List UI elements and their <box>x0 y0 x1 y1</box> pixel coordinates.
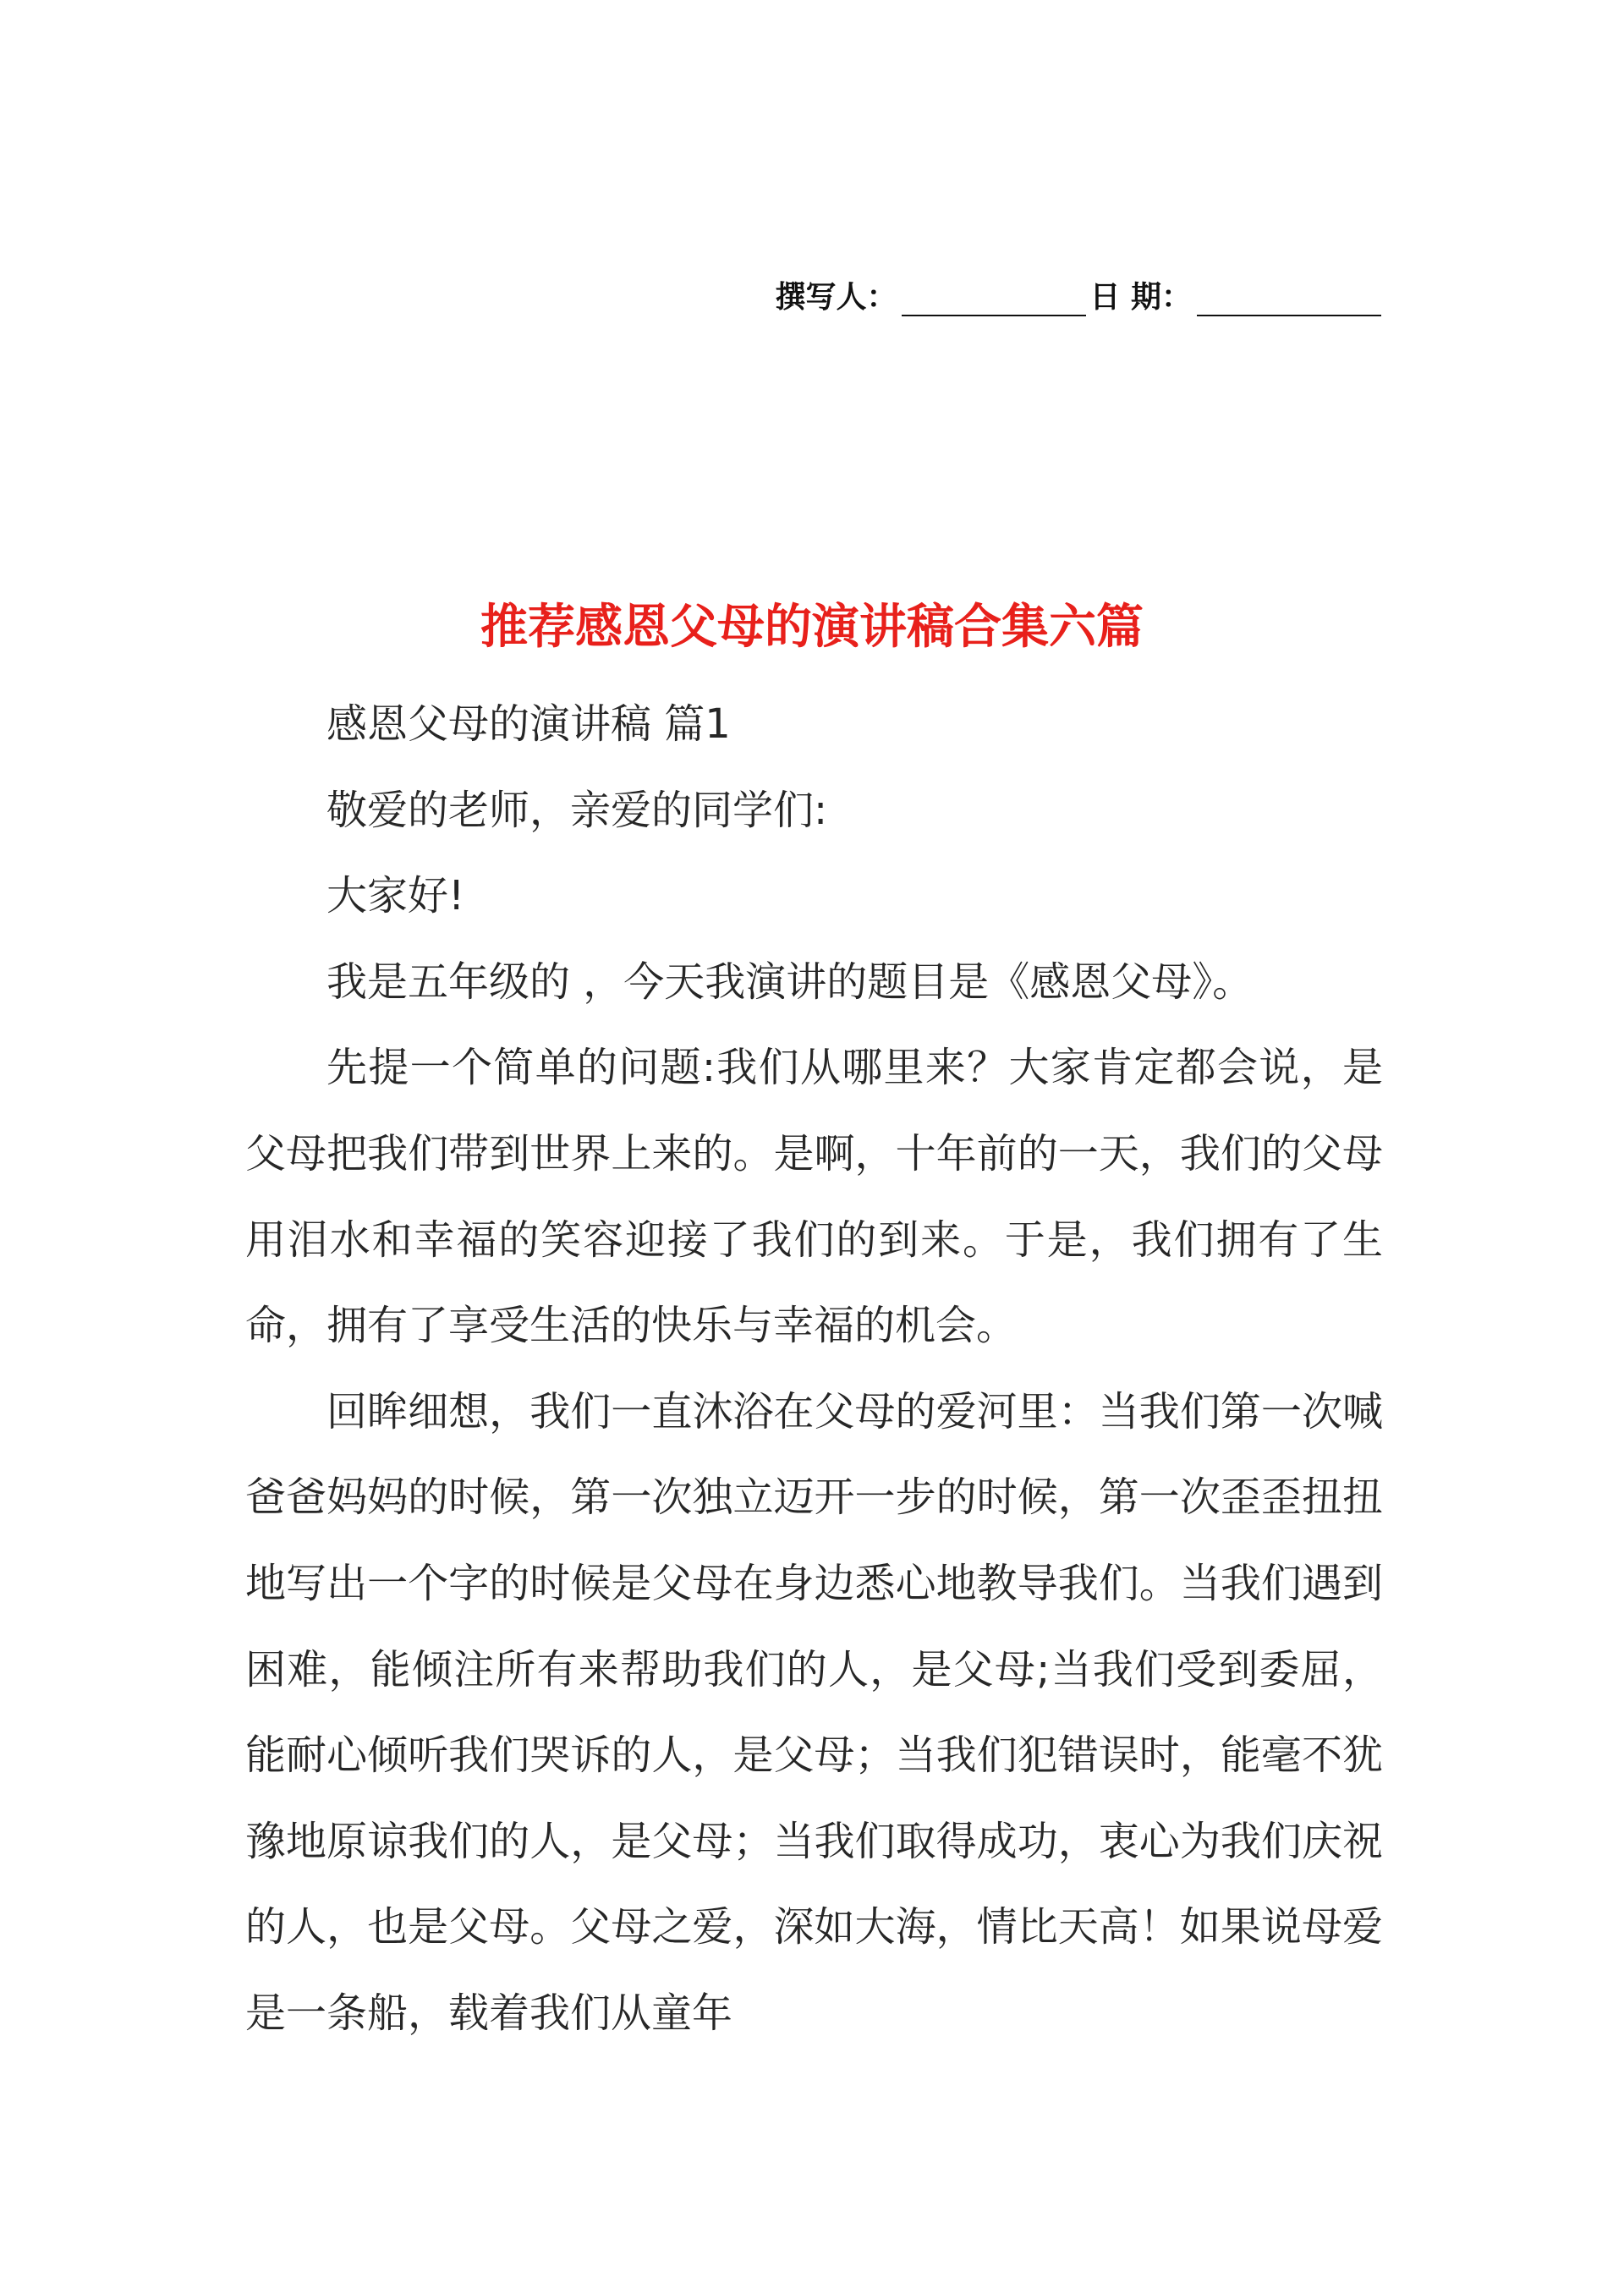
author-blank-field <box>902 281 1086 316</box>
document-title: 推荐感恩父母的演讲稿合集六篇 <box>480 600 1144 655</box>
date-label: 日 期： <box>1089 280 1192 315</box>
introduction-paragraph: 我是五年级的 ，今天我演讲的题目是《感恩父母》。 <box>326 958 1254 1006</box>
body-paragraph: 先提一个简单的问题:我们从哪里来？大家肯定都会说，是父母把我们带到世界上来的。是啊，十年前的一天，我们的父母用泪水和幸福的笑容迎接了我们的到来。于是，我们拥有了生命，拥有了享受生活的快乐与幸福的机会。 <box>245 1044 1383 1350</box>
greeting: 大家好! <box>326 872 465 920</box>
body-paragraph: 回眸细想，我们一直沐浴在父母的爱河里：当我们第一次喊爸爸妈妈的时候，第一次独立迈开一步的时候，第一次歪歪扭扭地写出一个字的时候是父母在身边悉心地教导我们。当我们遇到困难，能倾注所有来帮助我们的人，是父母;当我们受到委屈，能耐心倾听我们哭诉的人，是父母；当我们犯错误时，能毫不犹豫地原谅我们的人，是父母；当我们取得成功，衷心为我们庆祝的人，也是父母。父母之爱，深如大海，情比天高！如果说母爱是一条船，载着我们从童年 <box>245 1387 1383 2037</box>
section-heading: 感恩父母的演讲稿 篇1 <box>326 700 731 748</box>
document-body <box>245 682 1383 2057</box>
date-blank-field <box>1197 281 1381 316</box>
salutation: 敬爱的老师，亲爱的同学们: <box>326 786 828 834</box>
author-date-line <box>775 279 1385 316</box>
author-label: 撰写人： <box>775 280 897 315</box>
